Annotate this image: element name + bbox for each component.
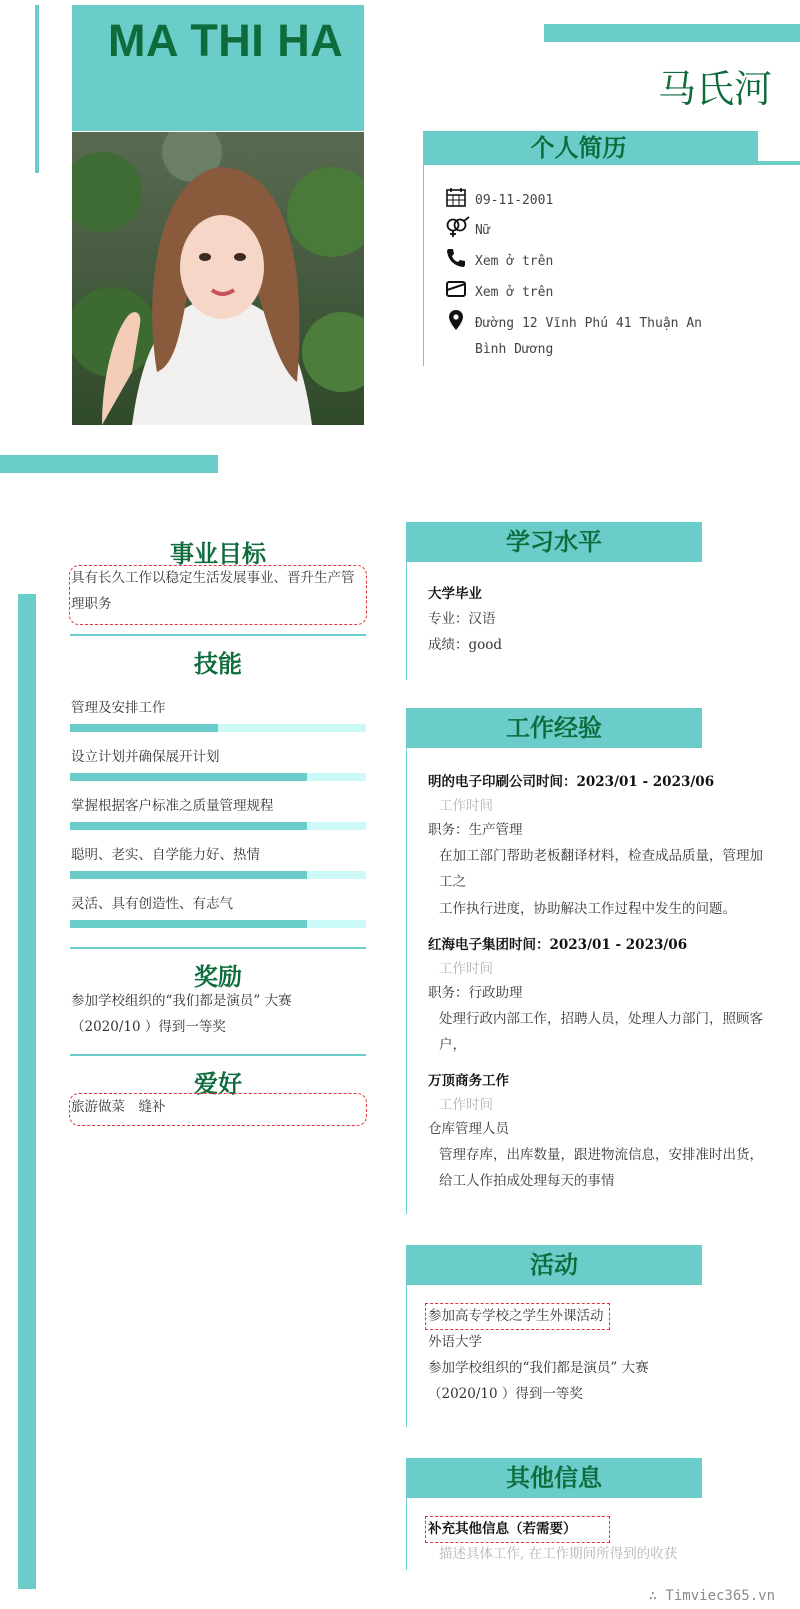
job-time: 工作时间: [439, 798, 493, 814]
chinese-name: 马氏河: [657, 67, 772, 111]
left-vertical-accent-top: [35, 5, 39, 173]
awards-line-1: 参加学校组织的“我们都是演员” 大赛: [71, 993, 292, 1009]
skill-bar-fill: [70, 871, 307, 879]
skill-label: 管理及安排工作: [71, 700, 166, 716]
skill-bar-fill: [70, 920, 307, 928]
location-pin-icon: [445, 309, 467, 331]
email-icon: [445, 278, 467, 300]
gender-icon: [445, 216, 467, 238]
skill-label: 聪明、老实、自学能力好、热情: [71, 847, 260, 863]
calendar-icon: [445, 186, 467, 208]
skill-bar: [70, 822, 366, 830]
full-name: MA THI HA: [108, 15, 344, 66]
job-desc: 在加工部门帮助老板翻译材料，检查成品质量，管理加工之: [439, 848, 763, 890]
job-desc: 工作执行进度，协助解决工作过程中发生的问题。: [439, 901, 736, 917]
other-heading: 补充其他信息（若需要）: [428, 1521, 577, 1537]
job-company: 明的电子印刷公司时间：2023/01 - 2023/06: [428, 774, 715, 790]
profile-photo: [72, 132, 364, 425]
job-role: 职务：行政助理: [428, 985, 523, 1001]
other-section-title: 其他信息: [406, 1458, 702, 1498]
address-value: Đường 12 Vĩnh Phú 41 Thuận An Bình Dương: [475, 316, 702, 357]
profile-section-title: 个人简历: [423, 131, 758, 165]
job-role: 职务：生产管理: [428, 822, 523, 838]
skill-bar: [70, 920, 366, 928]
hobbies-title: 爱好: [194, 1070, 242, 1098]
education-major: 专业：汉语: [428, 611, 496, 627]
objective-text: 具有长久工作以稳定生活发展事业、晋升生产管理职务: [71, 570, 355, 612]
job-time: 工作时间: [439, 1097, 493, 1113]
activities-left-line: [406, 1245, 407, 1427]
awards-title: 奖励: [194, 963, 242, 991]
watermark: ∴ Timviec365.vn: [648, 1588, 775, 1604]
activity-item: 参加学校组织的“我们都是演员” 大赛: [428, 1360, 649, 1376]
phone-icon: [445, 247, 467, 269]
skill-bar: [70, 773, 366, 781]
skill-label: 掌握根据客户标准之质量管理规程: [71, 798, 274, 814]
skill-bar-fill: [70, 773, 307, 781]
email-value: Xem ở trên: [475, 285, 554, 300]
dob-value: 09-11-2001: [475, 193, 554, 208]
job-time: 工作时间: [439, 961, 493, 977]
awards-divider: [70, 1054, 366, 1056]
skill-bar-fill: [70, 822, 307, 830]
gender-value: Nữ: [475, 223, 491, 238]
other-description: 描述具体工作, 在工作期间所得到的收获: [439, 1546, 678, 1562]
activity-item: 外语大学: [428, 1334, 482, 1350]
education-left-line: [406, 522, 407, 680]
job-desc: 管理存库，出库数量，跟进物流信息，安排准时出货，给工人作拍成处理每天的事情: [439, 1147, 763, 1189]
hobbies-text: 旅游做菜 缝补: [71, 1099, 166, 1115]
job-company: 红海电子集团时间：2023/01 - 2023/06: [428, 937, 688, 953]
skill-label: 灵活、具有创造性、有志气: [71, 896, 233, 912]
skill-label: 设立计划并确保展开计划: [71, 749, 220, 765]
activity-item: （2020/10 ）得到一等奖: [428, 1386, 583, 1402]
objective-title: 事业目标: [170, 540, 266, 568]
education-section-title: 学习水平: [406, 522, 702, 562]
job-desc: 处理行政内部工作，招聘人员，处理人力部门，照顾客户，: [439, 1011, 763, 1053]
skill-bar: [70, 871, 366, 879]
job-company: 万顶商务工作: [428, 1073, 509, 1089]
education-degree: 大学毕业: [428, 586, 482, 602]
other-left-line: [406, 1458, 407, 1570]
awards-line-2: （2020/10 ）得到一等奖: [71, 1019, 226, 1035]
education-grade: 成绩：good: [428, 637, 503, 653]
skill-bar: [70, 724, 366, 732]
objective-divider: [70, 634, 366, 636]
experience-left-line: [406, 708, 407, 1214]
experience-section-title: 工作经验: [406, 708, 702, 748]
profile-title-extension: [758, 161, 800, 165]
skill-bar-fill: [70, 724, 218, 732]
skills-title: 技能: [194, 650, 242, 678]
phone-value: Xem ở trên: [475, 254, 554, 269]
name-banner: [72, 5, 364, 131]
activity-item: 参加高专学校之学生外课活动: [428, 1308, 604, 1324]
job-role: 仓库管理人员: [428, 1121, 509, 1137]
skills-divider: [70, 947, 366, 949]
left-horizontal-accent: [0, 455, 218, 473]
left-vertical-accent-long: [18, 594, 36, 1589]
profile-left-line: [423, 131, 424, 366]
top-right-accent-bar: [544, 24, 800, 42]
activities-section-title: 活动: [406, 1245, 702, 1285]
